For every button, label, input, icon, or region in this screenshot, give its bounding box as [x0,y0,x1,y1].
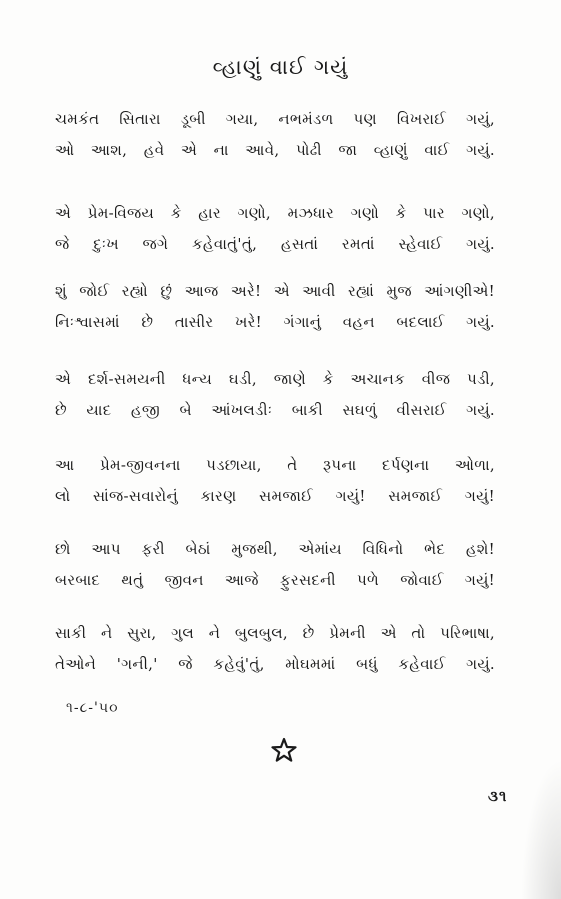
verse-line: ચમકંત સિતારા ડૂબી ગયા, નભમંડળ પણ વિખરાઈ ગયું, [55,110,495,128]
stanza-5 [55,450,495,512]
page-edge-shadow [521,759,561,899]
stanza-7 [55,618,495,680]
verse-line: એ પ્રેમ-વિજય કે હાર ગણો, મઝધાર ગણો કે પાર ગણો, [55,204,495,222]
stanza-3 [55,276,495,338]
stanza-1 [55,104,495,166]
verse-line: બરબાદ થતું જીવન આજે ફુરસદની પળે જોવાઈ ગયું! [55,571,495,589]
verse-line: તેઓને 'ગની,' જે કહેવું'તું, મોઘમમાં બધું કહેવાઈ ગયું. [55,655,495,673]
verse-line: શું જોઈ રહ્યો છું આજ અરે! એ આવી રહ્યાં મુજ આંગણીએ! [55,282,495,300]
verse-line: સાકી ને સુરા, ગુલ ને બુલબુલ, છે પ્રેમની એ તો પરિભાષા, [55,624,495,642]
verse-line: જે દુઃખ જગે કહેવાતું'તું, હસતાં રમતાં સ્હેવાઈ ગયું. [55,235,495,253]
poem-title: વ્હાણું વાઈ ગયું [212,55,349,79]
verse-line: આ પ્રેમ-જીવનના પડછાયા, તે રૂપના દર્પણના ઓળા, [55,456,495,474]
verse-line: નિઃશ્વાસમાં છે તાસીર ખરે! ગંગાનું વહન બદલાઈ ગયું. [55,313,495,331]
stanza-4 [55,364,495,426]
verse-line: છે યાદ હજી બે આંખલડીઃ બાકી સઘળું વીસરાઈ ગયું. [55,401,495,419]
verse-line: લો સાંજ-સવારોનું કારણ સમજાઈ ગયું! સમજાઈ ગયું! [55,487,495,505]
verse-line: એ દર્શ-સમયની ધન્ય ઘડી, જાણે કે અચાનક વીજ પડી, [55,370,495,388]
verse-line: છો આપ ફરી બેઠાં મુજથી, એમાંય વિધિનો ભેદ હશે! [55,540,495,558]
page-number: ૩૧ [488,787,508,805]
stanza-2 [55,198,495,260]
stanza-6 [55,534,495,596]
poem-date: ૧-૮-'૫૦ [66,700,119,716]
verse-line: ઓ આશ, હવે એ ના આવે, પોઢી જા વ્હાણું વાઈ ગયું. [55,141,495,159]
star-icon [271,737,297,763]
